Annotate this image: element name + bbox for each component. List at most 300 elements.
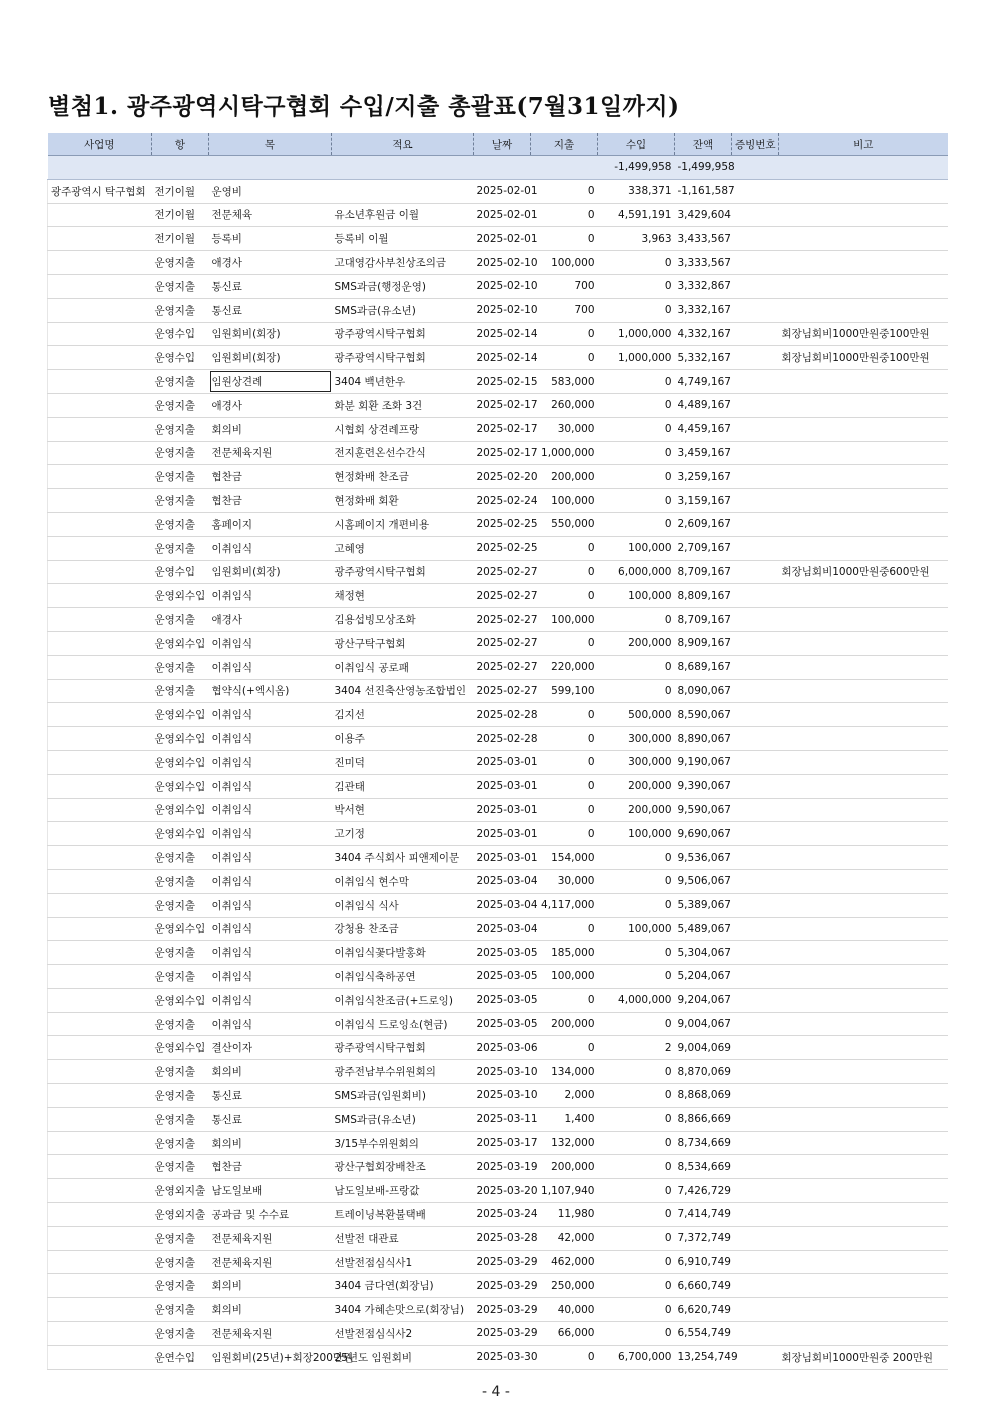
cell-income[interactable]: 100,000	[598, 917, 675, 941]
cell-category[interactable]: 남도일보배	[209, 1179, 332, 1203]
cell-date[interactable]: 2025-03-24	[474, 1203, 531, 1227]
cell-income[interactable]: 0	[598, 1012, 675, 1036]
cell-description[interactable]: SMS과금(임원회비)	[332, 1084, 474, 1108]
cell-description[interactable]: 광산구탁구협회	[332, 631, 474, 655]
cell-receipt-no[interactable]	[732, 1155, 779, 1179]
cell-income[interactable]: 0	[598, 1131, 675, 1155]
cell-description[interactable]: 3404 주식회사 피앤제이문	[332, 846, 474, 870]
cell-description[interactable]: 남도일보배-프랑값	[332, 1179, 474, 1203]
cell-expense[interactable]: 2,000	[531, 1084, 598, 1108]
cell-date[interactable]: 2025-02-27	[474, 655, 531, 679]
cell-expense[interactable]: 100,000	[531, 965, 598, 989]
cell-expense[interactable]: 0	[531, 917, 598, 941]
cell-date[interactable]: 2025-03-28	[474, 1226, 531, 1250]
cell-date[interactable]: 2025-02-27	[474, 631, 531, 655]
cell-business[interactable]	[48, 536, 152, 560]
cell-date[interactable]: 2025-03-19	[474, 1155, 531, 1179]
cell-income[interactable]: 500,000	[598, 703, 675, 727]
cell-description[interactable]: 고대영감사부친상조의금	[332, 251, 474, 275]
cell-category[interactable]: 이취임식	[209, 822, 332, 846]
cell-note[interactable]	[779, 774, 948, 798]
cell-note[interactable]	[779, 298, 948, 322]
cell-expense[interactable]: 0	[531, 774, 598, 798]
cell-category[interactable]: 이취임식	[209, 846, 332, 870]
cell-date[interactable]: 2025-03-04	[474, 917, 531, 941]
cell-date[interactable]: 2025-02-27	[474, 608, 531, 632]
cell-business[interactable]	[48, 227, 152, 251]
cell-category[interactable]: 임원회비(회장)	[209, 322, 332, 346]
cell-note[interactable]	[779, 917, 948, 941]
cell-balance[interactable]: 8,870,069	[675, 1060, 732, 1084]
cell-business[interactable]	[48, 1298, 152, 1322]
cell-balance[interactable]: 9,004,067	[675, 1012, 732, 1036]
cell-income[interactable]: 0	[598, 465, 675, 489]
cell-note[interactable]	[779, 1012, 948, 1036]
cell-description[interactable]: 광주전남부수위원회의	[332, 1060, 474, 1084]
cell-income[interactable]: 0	[598, 393, 675, 417]
cell-category[interactable]: 등록비	[209, 227, 332, 251]
cell-receipt-no[interactable]	[732, 179, 779, 203]
cell-income[interactable]: 6,000,000	[598, 560, 675, 584]
cell-description[interactable]: SMS과금(유소년)	[332, 1107, 474, 1131]
cell-business[interactable]	[48, 465, 152, 489]
cell-receipt-no[interactable]	[732, 965, 779, 989]
cell-item[interactable]: 운영외수입	[152, 822, 209, 846]
cell-date[interactable]: 2025-03-29	[474, 1250, 531, 1274]
cell-receipt-no[interactable]	[732, 1203, 779, 1227]
cell-item[interactable]: 운영지출	[152, 1298, 209, 1322]
cell-note[interactable]	[779, 1322, 948, 1346]
cell-income[interactable]: 1,000,000	[598, 322, 675, 346]
cell-receipt-no[interactable]	[732, 703, 779, 727]
cell-description[interactable]: 3404 백년한우	[332, 370, 474, 394]
cell-description[interactable]: 채정현	[332, 584, 474, 608]
cell-business[interactable]	[48, 988, 152, 1012]
cell-receipt-no[interactable]	[732, 727, 779, 751]
cell-category[interactable]: 이취임식	[209, 631, 332, 655]
cell-expense[interactable]: 0	[531, 227, 598, 251]
cell-expense[interactable]: 30,000	[531, 869, 598, 893]
cell-note[interactable]: 회장님회비1000만원중100만원	[779, 346, 948, 370]
cell-expense[interactable]: 100,000	[531, 489, 598, 513]
cell-note[interactable]	[779, 489, 948, 513]
cell-description[interactable]: 유소년후원금 이월	[332, 203, 474, 227]
cell-receipt-no[interactable]	[732, 1060, 779, 1084]
cell-category[interactable]: 통신료	[209, 1084, 332, 1108]
cell-receipt-no[interactable]	[732, 370, 779, 394]
cell-receipt-no[interactable]	[732, 346, 779, 370]
cell-category[interactable]: 임원회비(25년)+회장200만원	[209, 1345, 332, 1369]
cell-receipt-no[interactable]	[732, 441, 779, 465]
cell-business[interactable]	[48, 1322, 152, 1346]
cell-business[interactable]	[48, 370, 152, 394]
cell-expense[interactable]: 11,980	[531, 1203, 598, 1227]
cell-receipt-no[interactable]	[732, 655, 779, 679]
cell-expense[interactable]: 0	[531, 584, 598, 608]
cell-description[interactable]: 선발전점심식사2	[332, 1322, 474, 1346]
cell-income[interactable]: 0	[598, 251, 675, 275]
cell-description[interactable]: 광산구협회장배찬조	[332, 1155, 474, 1179]
cell-note[interactable]: 회장님회비1000만원중600만원	[779, 560, 948, 584]
cell-note[interactable]	[779, 584, 948, 608]
cell-balance[interactable]: 3,433,567	[675, 227, 732, 251]
cell-category[interactable]: 결산이자	[209, 1036, 332, 1060]
cell-item[interactable]: 전기이월	[152, 203, 209, 227]
cell-date[interactable]: 2025-03-05	[474, 1012, 531, 1036]
cell-description[interactable]: 이취임식 현수막	[332, 869, 474, 893]
cell-receipt-no[interactable]	[732, 917, 779, 941]
cell-balance[interactable]: 4,489,167	[675, 393, 732, 417]
cell-business[interactable]	[48, 1107, 152, 1131]
cell-description[interactable]: 이용주	[332, 727, 474, 751]
cell-expense[interactable]: 700	[531, 274, 598, 298]
cell-business[interactable]	[48, 679, 152, 703]
cell-business[interactable]	[48, 1060, 152, 1084]
cell-description[interactable]	[332, 179, 474, 203]
cell-note[interactable]	[779, 1131, 948, 1155]
cell-description[interactable]: 광주광역시탁구협회	[332, 1036, 474, 1060]
cell-item[interactable]: 운영지출	[152, 893, 209, 917]
cell-item[interactable]: 운영지출	[152, 536, 209, 560]
cell-income[interactable]: 100,000	[598, 584, 675, 608]
cell-category[interactable]: 이취임식	[209, 798, 332, 822]
cell-note[interactable]	[779, 822, 948, 846]
cell-business[interactable]	[48, 917, 152, 941]
cell-item[interactable]: 운영외수입	[152, 774, 209, 798]
cell-expense[interactable]: 0	[531, 798, 598, 822]
cell-description[interactable]: 광주광역시탁구협회	[332, 346, 474, 370]
cell-date[interactable]: 2025-03-04	[474, 869, 531, 893]
cell-business[interactable]	[48, 274, 152, 298]
cell-date[interactable]: 2025-02-17	[474, 417, 531, 441]
cell-business[interactable]	[48, 893, 152, 917]
cell-date[interactable]: 2025-02-27	[474, 560, 531, 584]
cell-income[interactable]: 0	[598, 1179, 675, 1203]
cell-item[interactable]: 운영외수입	[152, 750, 209, 774]
cell-receipt-no[interactable]	[732, 393, 779, 417]
cell-balance[interactable]: 8,709,167	[675, 560, 732, 584]
cell-item[interactable]: 운영지출	[152, 465, 209, 489]
cell-income[interactable]: 0	[598, 655, 675, 679]
cell-note[interactable]	[779, 1298, 948, 1322]
cell-note[interactable]	[779, 274, 948, 298]
cell-date[interactable]: 2025-02-20	[474, 465, 531, 489]
cell-expense[interactable]: 1,107,940	[531, 1179, 598, 1203]
cell-balance[interactable]: 3,332,167	[675, 298, 732, 322]
cell-income[interactable]: 0	[598, 846, 675, 870]
cell-business[interactable]	[48, 584, 152, 608]
cell-description[interactable]: 현정화배 찬조금	[332, 465, 474, 489]
cell-expense[interactable]: 0	[531, 988, 598, 1012]
cell-item[interactable]: 운영지출	[152, 655, 209, 679]
cell-item[interactable]: 운영수입	[152, 560, 209, 584]
cell-business[interactable]	[48, 322, 152, 346]
cell-description[interactable]: 이취임식꽃다발홍화	[332, 941, 474, 965]
cell-expense[interactable]: 30,000	[531, 417, 598, 441]
cell-business[interactable]	[48, 441, 152, 465]
cell-receipt-no[interactable]	[732, 631, 779, 655]
cell-receipt-no[interactable]	[732, 1036, 779, 1060]
cell-balance[interactable]: 7,426,729	[675, 1179, 732, 1203]
cell-category[interactable]: 회의비	[209, 1131, 332, 1155]
cell-balance[interactable]: 5,204,067	[675, 965, 732, 989]
cell-business[interactable]	[48, 655, 152, 679]
cell-balance[interactable]: 6,620,749	[675, 1298, 732, 1322]
cell-expense[interactable]: 200,000	[531, 1012, 598, 1036]
cell-item[interactable]: 운영지출	[152, 1274, 209, 1298]
cell-category[interactable]: 통신료	[209, 298, 332, 322]
cell-business[interactable]	[48, 703, 152, 727]
cell-income[interactable]: 0	[598, 441, 675, 465]
cell-business[interactable]	[48, 560, 152, 584]
cell-receipt-no[interactable]	[732, 1274, 779, 1298]
cell-note[interactable]	[779, 703, 948, 727]
cell-business[interactable]	[48, 608, 152, 632]
cell-category[interactable]: 이취임식	[209, 1012, 332, 1036]
cell-description[interactable]: SMS과금(유소년)	[332, 298, 474, 322]
cell-balance[interactable]: 7,372,749	[675, 1226, 732, 1250]
cell-item[interactable]: 전기이월	[152, 227, 209, 251]
cell-expense[interactable]: 4,117,000	[531, 893, 598, 917]
cell-category[interactable]: 이취임식	[209, 750, 332, 774]
cell-item[interactable]: 운영지출	[152, 274, 209, 298]
cell-note[interactable]	[779, 869, 948, 893]
cell-category[interactable]: 홈페이지	[209, 512, 332, 536]
cell-date[interactable]: 2025-02-15	[474, 370, 531, 394]
cell-item[interactable]: 운영외지출	[152, 1203, 209, 1227]
cell-description[interactable]: 이취임식찬조금(+드로잉)	[332, 988, 474, 1012]
cell-receipt-no[interactable]	[732, 1298, 779, 1322]
cell-category[interactable]: 이취임식	[209, 965, 332, 989]
cell-receipt-no[interactable]	[732, 512, 779, 536]
cell-receipt-no[interactable]	[732, 560, 779, 584]
cell-category[interactable]: 협찬금	[209, 489, 332, 513]
cell-income[interactable]: 0	[598, 1250, 675, 1274]
cell-date[interactable]: 2025-02-28	[474, 727, 531, 751]
cell-income[interactable]: 100,000	[598, 822, 675, 846]
cell-note[interactable]	[779, 203, 948, 227]
cell-business[interactable]	[48, 298, 152, 322]
cell-income[interactable]: 0	[598, 1084, 675, 1108]
cell-note[interactable]	[779, 893, 948, 917]
cell-expense[interactable]: 154,000	[531, 846, 598, 870]
cell-note[interactable]	[779, 1036, 948, 1060]
cell-date[interactable]: 2025-02-28	[474, 703, 531, 727]
cell-receipt-no[interactable]	[732, 869, 779, 893]
cell-category[interactable]: 임원상견례	[209, 370, 332, 394]
cell-balance[interactable]: 9,004,069	[675, 1036, 732, 1060]
cell-balance[interactable]: 7,414,749	[675, 1203, 732, 1227]
cell-item[interactable]: 운영외수입	[152, 631, 209, 655]
cell-date[interactable]: 2025-02-17	[474, 393, 531, 417]
cell-expense[interactable]: 700	[531, 298, 598, 322]
cell-item[interactable]: 운영지출	[152, 679, 209, 703]
cell-income[interactable]: 0	[598, 1107, 675, 1131]
cell-date[interactable]: 2025-02-01	[474, 179, 531, 203]
cell-category[interactable]: 이취임식	[209, 727, 332, 751]
cell-description[interactable]: 선발전점심식사1	[332, 1250, 474, 1274]
cell-expense[interactable]: 0	[531, 703, 598, 727]
cell-date[interactable]: 2025-02-25	[474, 536, 531, 560]
cell-date[interactable]: 2025-02-27	[474, 679, 531, 703]
cell-item[interactable]: 운영지출	[152, 512, 209, 536]
cell-balance[interactable]: 9,506,067	[675, 869, 732, 893]
cell-expense[interactable]: 200,000	[531, 1155, 598, 1179]
cell-note[interactable]: 회장님회비1000만원중 200만원	[779, 1345, 948, 1369]
cell-note[interactable]	[779, 727, 948, 751]
cell-income[interactable]: 0	[598, 1060, 675, 1084]
cell-description[interactable]: 김관태	[332, 774, 474, 798]
cell-note[interactable]	[779, 1203, 948, 1227]
cell-category[interactable]: 애경사	[209, 251, 332, 275]
cell-expense[interactable]: 100,000	[531, 608, 598, 632]
cell-note[interactable]	[779, 1226, 948, 1250]
cell-note[interactable]	[779, 965, 948, 989]
cell-business[interactable]	[48, 489, 152, 513]
cell-income[interactable]: 4,591,191	[598, 203, 675, 227]
cell-balance[interactable]: 6,554,749	[675, 1322, 732, 1346]
cell-description[interactable]: 선발전 대관료	[332, 1226, 474, 1250]
cell-balance[interactable]: 3,332,867	[675, 274, 732, 298]
cell-business[interactable]	[48, 631, 152, 655]
cell-balance[interactable]: 4,459,167	[675, 417, 732, 441]
cell-category[interactable]: 이취임식	[209, 869, 332, 893]
cell-description[interactable]: 트레이닝복환불택배	[332, 1203, 474, 1227]
cell-income[interactable]: 0	[598, 1203, 675, 1227]
cell-category[interactable]: 이취임식	[209, 774, 332, 798]
cell-note[interactable]	[779, 1084, 948, 1108]
cell-income[interactable]: 0	[598, 417, 675, 441]
cell-receipt-no[interactable]	[732, 251, 779, 275]
cell-item[interactable]: 전기이월	[152, 179, 209, 203]
cell-item[interactable]: 운영외수입	[152, 703, 209, 727]
cell-date[interactable]: 2025-03-01	[474, 846, 531, 870]
cell-note[interactable]: 회장님회비1000만원중100만원	[779, 322, 948, 346]
cell-receipt-no[interactable]	[732, 846, 779, 870]
cell-description[interactable]: 시협회 상견례프랑	[332, 417, 474, 441]
cell-business[interactable]	[48, 727, 152, 751]
cell-description[interactable]: 박서현	[332, 798, 474, 822]
cell-item[interactable]: 운영외수입	[152, 584, 209, 608]
cell-item[interactable]: 운영지출	[152, 441, 209, 465]
cell-category[interactable]: 이취임식	[209, 703, 332, 727]
cell-expense[interactable]: 220,000	[531, 655, 598, 679]
cell-item[interactable]: 운영지출	[152, 1107, 209, 1131]
cell-expense[interactable]: 0	[531, 750, 598, 774]
cell-income[interactable]: 0	[598, 941, 675, 965]
cell-receipt-no[interactable]	[732, 679, 779, 703]
cell-income[interactable]: 3,963	[598, 227, 675, 251]
cell-receipt-no[interactable]	[732, 608, 779, 632]
cell-description[interactable]: 화분 회환 조화 3건	[332, 393, 474, 417]
cell-date[interactable]: 2025-03-20	[474, 1179, 531, 1203]
cell-income[interactable]: 0	[598, 370, 675, 394]
cell-income[interactable]: 6,700,000	[598, 1345, 675, 1369]
cell-income[interactable]: 2	[598, 1036, 675, 1060]
cell-business[interactable]	[48, 1084, 152, 1108]
cell-category[interactable]: 이취임식	[209, 917, 332, 941]
cell-description[interactable]: 이취임식 공로패	[332, 655, 474, 679]
cell-item[interactable]: 운영지출	[152, 941, 209, 965]
cell-receipt-no[interactable]	[732, 1107, 779, 1131]
cell-item[interactable]: 운영외지출	[152, 1179, 209, 1203]
cell-receipt-no[interactable]	[732, 1250, 779, 1274]
cell-description[interactable]: 전지훈련온선수간식	[332, 441, 474, 465]
cell-date[interactable]: 2025-03-30	[474, 1345, 531, 1369]
cell-business[interactable]	[48, 750, 152, 774]
cell-date[interactable]: 2025-03-17	[474, 1131, 531, 1155]
cell-note[interactable]	[779, 465, 948, 489]
cell-date[interactable]: 2025-02-24	[474, 489, 531, 513]
cell-business[interactable]	[48, 251, 152, 275]
cell-income[interactable]: 0	[598, 1298, 675, 1322]
cell-expense[interactable]: 1,000,000	[531, 441, 598, 465]
cell-note[interactable]	[779, 846, 948, 870]
cell-balance[interactable]: 9,190,067	[675, 750, 732, 774]
cell-expense[interactable]: 134,000	[531, 1060, 598, 1084]
cell-balance[interactable]: -1,161,587	[675, 179, 732, 203]
cell-date[interactable]: 2025-03-01	[474, 822, 531, 846]
cell-receipt-no[interactable]	[732, 465, 779, 489]
cell-business[interactable]	[48, 393, 152, 417]
cell-expense[interactable]: 0	[531, 1345, 598, 1369]
cell-item[interactable]: 운영지출	[152, 1250, 209, 1274]
cell-receipt-no[interactable]	[732, 536, 779, 560]
cell-balance[interactable]: 8,909,167	[675, 631, 732, 655]
cell-income[interactable]: 0	[598, 1226, 675, 1250]
cell-business[interactable]: 광주광역시 탁구협회	[48, 179, 152, 203]
cell-business[interactable]	[48, 774, 152, 798]
cell-income[interactable]: 0	[598, 298, 675, 322]
cell-business[interactable]	[48, 1155, 152, 1179]
cell-date[interactable]: 2025-02-10	[474, 274, 531, 298]
cell-expense[interactable]: 583,000	[531, 370, 598, 394]
cell-description[interactable]: 이취임식 드로잉쇼(현금)	[332, 1012, 474, 1036]
cell-item[interactable]: 운영지출	[152, 1012, 209, 1036]
cell-date[interactable]: 2025-03-01	[474, 774, 531, 798]
cell-balance[interactable]: 5,389,067	[675, 893, 732, 917]
cell-receipt-no[interactable]	[732, 822, 779, 846]
cell-description[interactable]: 광주광역시탁구협회	[332, 560, 474, 584]
cell-receipt-no[interactable]	[732, 298, 779, 322]
cell-category[interactable]: 이취임식	[209, 536, 332, 560]
cell-expense[interactable]: 550,000	[531, 512, 598, 536]
cell-note[interactable]	[779, 631, 948, 655]
cell-description[interactable]: 25년도 임원회비	[332, 1345, 474, 1369]
cell-income[interactable]: 0	[598, 1322, 675, 1346]
cell-description[interactable]: 3404 금다연(회장님)	[332, 1274, 474, 1298]
cell-item[interactable]: 운영지출	[152, 608, 209, 632]
cell-date[interactable]: 2025-03-29	[474, 1298, 531, 1322]
cell-expense[interactable]: 0	[531, 346, 598, 370]
cell-balance[interactable]: 8,090,067	[675, 679, 732, 703]
cell-note[interactable]	[779, 1107, 948, 1131]
cell-income[interactable]: 0	[598, 869, 675, 893]
cell-item[interactable]: 운연수입	[152, 1345, 209, 1369]
cell-item[interactable]: 운영지출	[152, 1084, 209, 1108]
cell-balance[interactable]: 9,390,067	[675, 774, 732, 798]
cell-date[interactable]: 2025-02-14	[474, 322, 531, 346]
cell-category[interactable]: 전문체육지원	[209, 1250, 332, 1274]
cell-date[interactable]: 2025-03-05	[474, 988, 531, 1012]
cell-category[interactable]: 전문체육지원	[209, 1322, 332, 1346]
cell-category[interactable]: 공과금 및 수수료	[209, 1203, 332, 1227]
cell-income[interactable]: 4,000,000	[598, 988, 675, 1012]
cell-balance[interactable]: 3,333,567	[675, 251, 732, 275]
cell-note[interactable]	[779, 251, 948, 275]
cell-receipt-no[interactable]	[732, 274, 779, 298]
cell-receipt-no[interactable]	[732, 1012, 779, 1036]
